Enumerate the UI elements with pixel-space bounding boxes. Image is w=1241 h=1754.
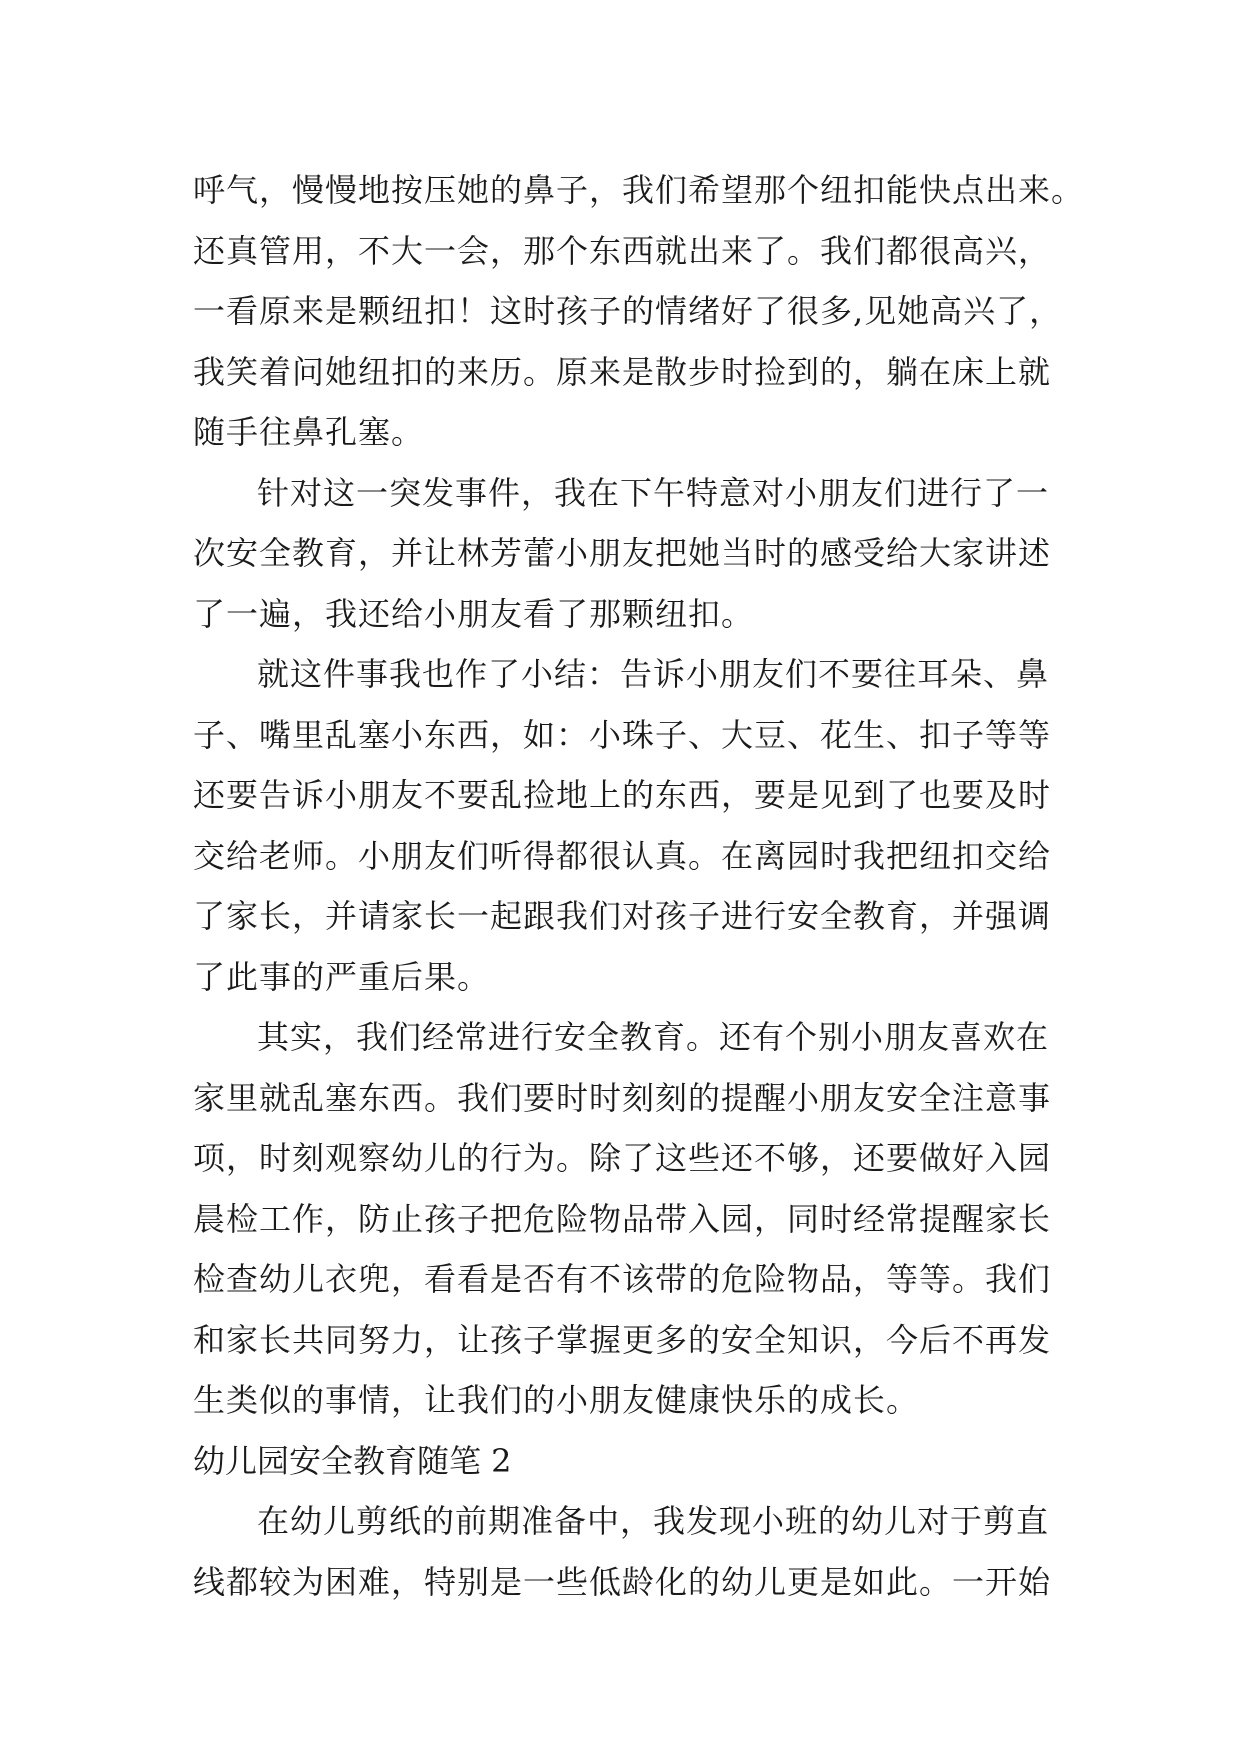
text-line: 家里就乱塞东西。我们要时时刻刻的提醒小朋友安全注意事 <box>193 1078 1052 1117</box>
text-line: 针对这一突发事件，我在下午特意对小朋友们进行了一 <box>257 473 1050 512</box>
text-line: 了此事的严重后果。 <box>193 957 491 996</box>
text-line: 还要告诉小朋友不要乱捡地上的东西，要是见到了也要及时 <box>193 776 1052 814</box>
text-line: 生类似的事情，让我们的小朋友健康快乐的成长。 <box>193 1381 920 1419</box>
text-line: 呼气，慢慢地按压她的鼻子，我们希望那个纽扣能快点出来。 <box>193 171 1085 209</box>
text-line: 一看原来是颗纽扣！这时孩子的情绪好了很多,见她高兴了， <box>193 292 1063 330</box>
text-line: 和家长共同努力，让孩子掌握更多的安全知识，今后不再发 <box>193 1320 1052 1359</box>
text-line: 了家长，并请家长一起跟我们对孩子进行安全教育，并强调 <box>193 897 1052 935</box>
paragraph-5 <box>193 1491 1093 1612</box>
paragraph-2 <box>193 463 1093 645</box>
text-line: 随手往鼻孔塞。 <box>193 413 425 451</box>
paragraph-4 <box>193 1007 1093 1431</box>
paragraph-3 <box>193 644 1093 1007</box>
text-line: 检查幼儿衣兜，看看是否有不该带的危险物品，等等。我们 <box>193 1260 1052 1298</box>
text-line: 还真管用，不大一会，那个东西就出来了。我们都很高兴， <box>193 231 1052 270</box>
text-line: 线都较为困难，特别是一些低龄化的幼儿更是如此。一开始 <box>193 1562 1052 1601</box>
paragraph-1 <box>193 160 1093 463</box>
text-line: 晨检工作，防止孩子把危险物品带入园，同时经常提醒家长 <box>193 1199 1052 1238</box>
text-line: 我笑着问她纽扣的来历。原来是散步时捡到的，躺在床上就 <box>193 352 1052 391</box>
text-line: 了一遍，我还给小朋友看了那颗纽扣。 <box>193 594 755 633</box>
text-line: 子、嘴里乱塞小东西，如：小珠子、大豆、花生、扣子等等 <box>193 715 1052 754</box>
document-body <box>193 160 1093 1612</box>
text-line: 在幼儿剪纸的前期准备中，我发现小班的幼儿对于剪直 <box>257 1502 1050 1540</box>
section-heading: 幼儿园安全教育随笔 2 <box>193 1441 512 1480</box>
text-line: 就这件事我也作了小结：告诉小朋友们不要往耳朵、鼻 <box>257 655 1050 693</box>
text-line: 其实，我们经常进行安全教育。还有个别小朋友喜欢在 <box>257 1018 1050 1056</box>
text-line: 次安全教育，并让林芳蕾小朋友把她当时的感受给大家讲述 <box>193 534 1052 572</box>
text-line: 交给老师。小朋友们听得都很认真。在离园时我把纽扣交给 <box>193 836 1052 875</box>
text-line: 项，时刻观察幼儿的行为。除了这些还不够，还要做好入园 <box>193 1139 1052 1177</box>
